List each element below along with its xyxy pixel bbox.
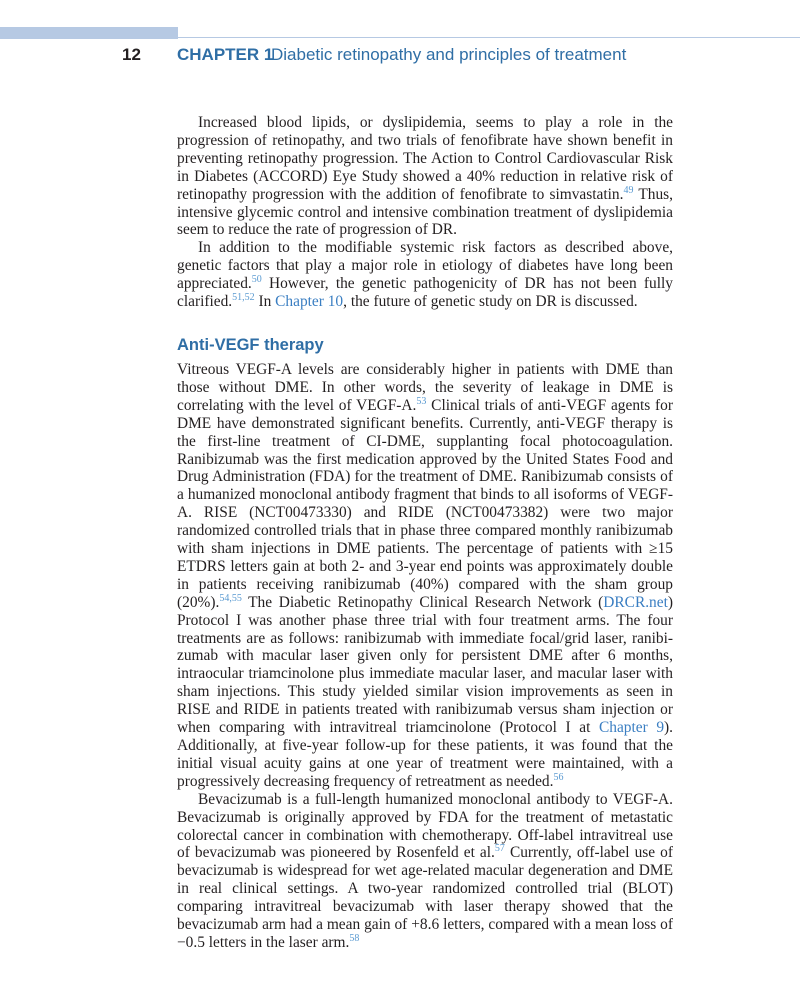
paragraph-genetic-factors [177, 239, 673, 311]
page-body [177, 114, 673, 952]
paragraph-text: In addition to the modifiable systemic risk factors as described above, genetic factors that play a major role in etiology of diabetes have long been appreciated. [177, 239, 673, 293]
paragraph-vegf-levels [177, 361, 673, 791]
page-number: 12 [122, 45, 141, 64]
paragraph-text: However, the genetic pathogenicity of DR has not been fully clarified. [177, 275, 673, 311]
paragraph-text: Increased blood lipids, or dyslipidemia, seems to play a role in the progression of retinopathy, and two trials of fenofibrate have shown benefit in preventing retinopathy progression. The Action to Control Cardiovascular Risk in Diabetes (ACCORD) Eye Study showed a 40% reduction in relative risk of retinopathy progression with the addition of fenofibrate to simvastatin. [177, 114, 673, 203]
citation-ref[interactable]: 56 [553, 771, 564, 783]
chapter-10-link[interactable]: Chapter 10 [275, 293, 344, 311]
citation-ref[interactable]: 50 [251, 274, 262, 286]
paragraph-text: Bevacizumab is a full-length humanized monoclonal antibody to VEGF-A. Bevacizumab is originally approved by FDA for the treatment of metastatic colorectal cancer in combination with chemotherapy. Off-label intravitreal use of bevacizumab was pioneered by Rosenfeld et al. [177, 790, 673, 862]
citation-ref[interactable]: 57 [494, 843, 505, 855]
chapter-label: CHAPTER 1 [177, 45, 274, 64]
running-head [0, 44, 800, 66]
paragraph-text: Currently, off-label use of bevacizumab is widespread for wet age-related macular degeneration and DME in real clinical settings. A two-year randomized controlled trial (BLOT) comparing intravitreal bevacizumab with laser therapy showed that the bevacizumab arm had a mean gain of +8.6 letters, compared with a mean loss of −0.5 letters in the laser arm. [177, 844, 673, 951]
paragraph-dyslipidemia [177, 114, 673, 239]
chapter-9-link[interactable]: Chapter 9 [598, 719, 665, 737]
paragraph-text: Thus, intensive glycemic control and intensive combination treatment of dyslipidemia seem to reduce the rate of progression of DR. [177, 185, 673, 239]
header-accent-bar [0, 27, 178, 39]
drcr-net-link[interactable]: DRCR.net [603, 593, 668, 611]
citation-ref[interactable]: 53 [416, 395, 427, 407]
paragraph-text: Clinical trials of anti-VEGF agents for DME have demonstrated significant benefits. Currently, anti-VEGF therapy is the first-line treatment of CI-DME, supplanting focal photocoagulation. Ranibizumab was the first medication approved by the United States Food and Drug Administration (FDA) for the treatment of DME. Ranibizumab consists of a humanized monoclonal antibody fragment that binds to all isoforms of VEGF-A. RISE (NCT00473330) and RIDE (NCT00473382) were two major randomized controlled trials that in phase three compared monthly ranibizumab with sham injections in DME patients. The percentage of patients with ≥15 ETDRS letters gain at both 2- and 3-year end points was approximately double in patients receiving ranibizumab (40%) compared with the sham group (20%). [177, 396, 673, 611]
paragraph-text: Vitreous VEGF-A levels are considerably higher in patients with DME than those without DME. In other words, the severity of leakage in DME is correlating with the level of VEGF-A. [177, 360, 673, 414]
paragraph-text: ). Additionally, at five-year follow-up for these patients, it was found that the initial visual acuity gains at one year of treatment were maintained, with a progressively decreasing frequency of retreatment as needed. [177, 719, 674, 790]
citation-ref[interactable]: 54,55 [219, 592, 242, 604]
section-heading: Anti-VEGF therapy [177, 335, 324, 354]
paragraph-text: , the future of genetic study on DR is discussed. [343, 293, 638, 311]
paragraph-text: In [254, 293, 276, 311]
header-rule [178, 37, 800, 38]
paragraph-bevacizumab [177, 791, 673, 952]
paragraph-text: ) Protocol I was another phase three trial with four treatment arms. The four treatments are as follows: ranibizumab with immediate focal/grid laser, ranibizumab with macular laser given only for persistent DME after 6 months, intraocular triamcinolone plus immediate macular laser, and macular laser with sham injections. This study yielded similar vision improvements as seen in RISE and RIDE in patients treated with ranibizumab versus sham injection or when comparing with intravitreal triamcinolone (Protocol I at [177, 593, 673, 737]
citation-ref[interactable]: 58 [349, 932, 360, 944]
chapter-title: Diabetic retinopathy and principles of treatment [271, 45, 627, 64]
citation-ref[interactable]: 51,52 [232, 291, 255, 303]
citation-ref[interactable]: 49 [623, 184, 634, 196]
paragraph-text: The Diabetic Retinopathy Clinical Research Network ( [241, 593, 604, 611]
